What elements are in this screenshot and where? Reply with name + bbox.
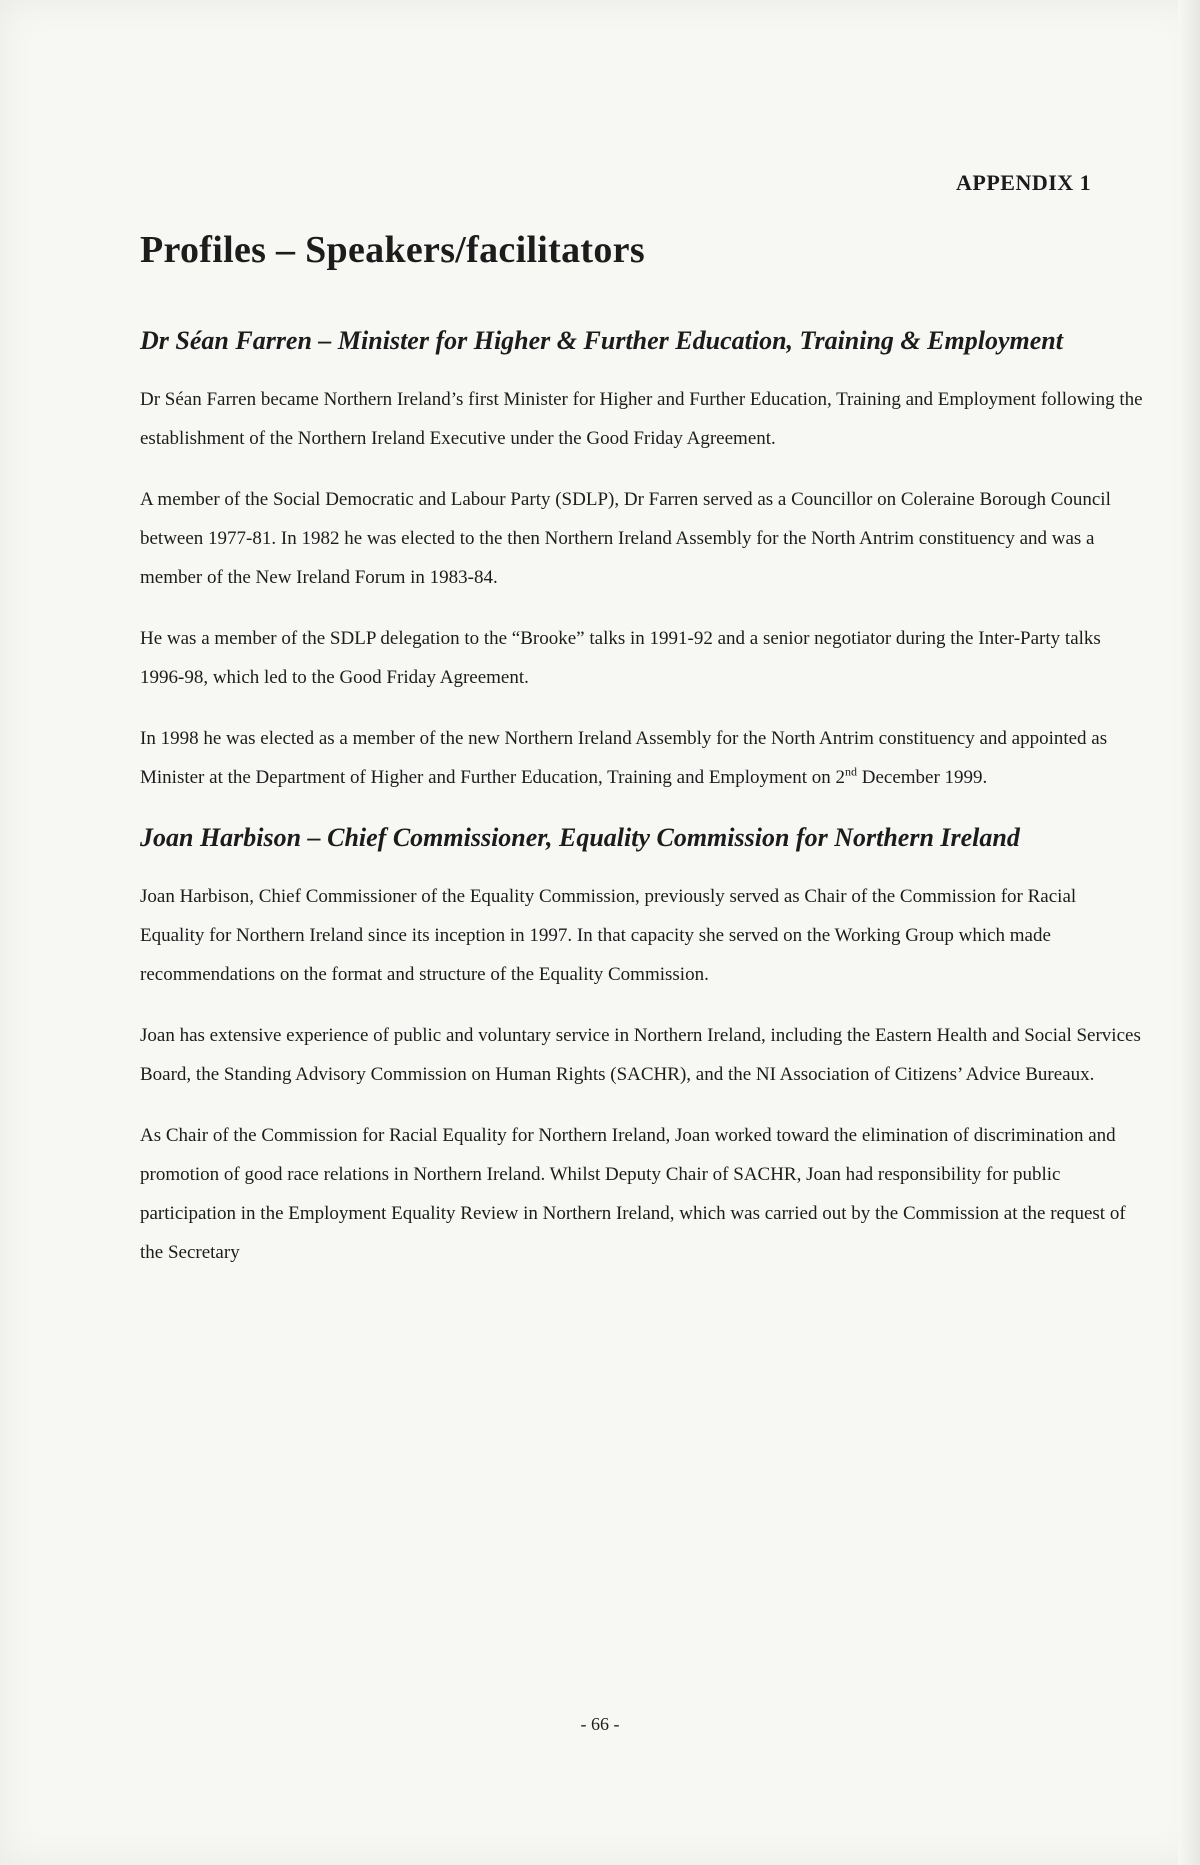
ordinal-suffix: nd <box>844 764 857 779</box>
profile-harbison <box>140 819 1145 1272</box>
profile-paragraph: As Chair of the Commission for Racial Equality for Northern Ireland, Joan worked toward the elimination of discrimination and promotion of good race relations in Northern Ireland. Whilst Deputy Chair of SACHR, Joan had responsibility for public participation in the Employment Equality Review in Northern Ireland, which was carried out by the Commission at the request of the Secretary <box>140 1125 1126 1263</box>
profile-paragraph: He was a member of the SDLP delegation to the “Brooke” talks in 1991-92 and a senior negotiator during the Inter-Party talks 1996-98, which led to the Good Friday Agreement. <box>140 628 1101 688</box>
profile-paragraph: Joan has extensive experience of public and voluntary service in Northern Ireland, including the Eastern Health and Social Services Board, the Standing Advisory Commission on Human Rights (SACHR), and the NI Association of Citizens’ Advice Bureaux. <box>140 1025 1141 1085</box>
profile-paragraph <box>140 719 1145 797</box>
page-content <box>140 228 1145 1294</box>
profile-paragraph: A member of the Social Democratic and Labour Party (SDLP), Dr Farren served as a Councillor on Coleraine Borough Council between 1977-81. In 1982 he was elected to the then Northern Ireland Assembly for the North Antrim constituency and was a member of the New Ireland Forum in 1983-84. <box>140 489 1111 588</box>
paragraph-text: In 1998 he was elected as a member of the new Northern Ireland Assembly for the North Antrim constituency and appointed as Minister at the Department of Higher and Further Education, Training and Employment on 2 <box>140 728 1108 788</box>
profile-paragraph: Dr Séan Farren became Northern Ireland’s first Minister for Higher and Further Education, Training and Employment following the establishment of the Northern Ireland Executive under the Good Friday Agreement. <box>140 389 1143 449</box>
page-edge-shadow <box>1178 0 1200 1865</box>
appendix-label: APPENDIX 1 <box>956 170 1092 195</box>
profile-farren <box>140 322 1145 797</box>
page-number: - 66 - <box>580 1714 620 1734</box>
profile-paragraph: Joan Harbison, Chief Commissioner of the Equality Commission, previously served as Chair of the Commission for Racial Equality for Northern Ireland since its inception in 1997. In that capacity she served on the Working Group which made recommendations on the format and structure of the Equality Commission. <box>140 886 1077 985</box>
profile-heading: Dr Séan Farren – Minister for Higher & Further Education, Training & Employment <box>140 326 1063 355</box>
profile-heading: Joan Harbison – Chief Commissioner, Equality Commission for Northern Ireland <box>140 823 1020 852</box>
page-title: Profiles – Speakers/facilitators <box>140 229 645 271</box>
paragraph-text: December 1999. <box>856 767 988 788</box>
